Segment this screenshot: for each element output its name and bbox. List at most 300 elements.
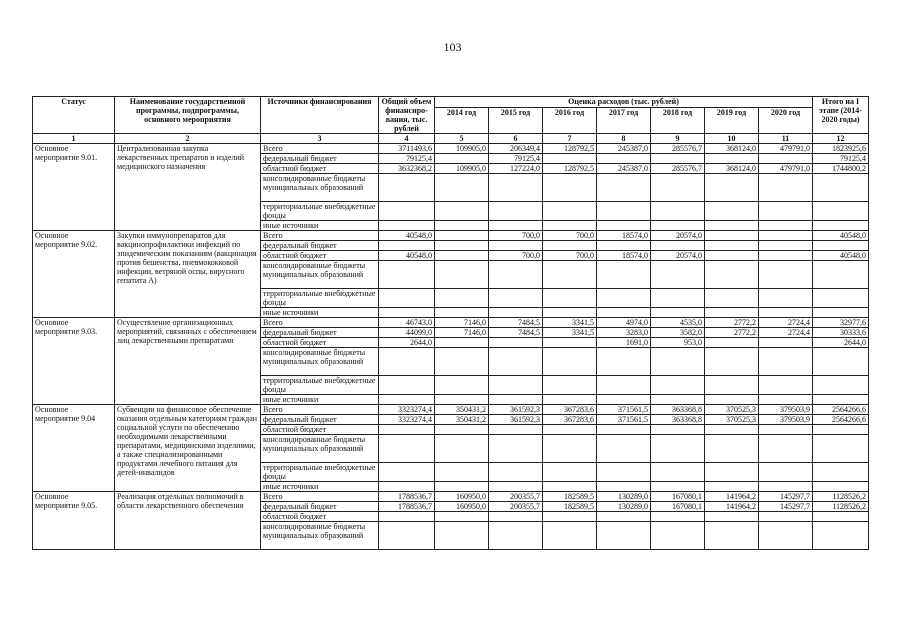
- funding-source: Всего: [261, 318, 379, 328]
- amount-cell: 160950,0: [435, 502, 489, 512]
- header-stage-total: Итого на I этапе (2014-2020 годы): [813, 97, 869, 134]
- funding-source: федеральный бюджет: [261, 502, 379, 512]
- amount-cell: [543, 425, 597, 435]
- amount-cell: [489, 395, 543, 405]
- amount-cell: [543, 522, 597, 550]
- amount-cell: [379, 174, 435, 202]
- amount-cell: [705, 348, 759, 376]
- amount-cell: 3283,0: [597, 328, 651, 338]
- amount-cell: [651, 512, 705, 522]
- amount-cell: [543, 463, 597, 482]
- amount-cell: 1788536,7: [379, 502, 435, 512]
- amount-cell: 182589,5: [543, 502, 597, 512]
- amount-cell: [705, 376, 759, 395]
- header-name: Наименование государственной программы, подпрограммы, основного мероприятия: [115, 97, 261, 134]
- amount-cell: 44099,0: [379, 328, 435, 338]
- funding-source: Всего: [261, 144, 379, 154]
- amount-cell: 2724,4: [759, 318, 813, 328]
- funding-source: консолидированные бюджеты муниципальных образований: [261, 435, 379, 463]
- amount-cell: 40548,0: [379, 251, 435, 261]
- funding-source: территориальные внебюджетные фонды: [261, 202, 379, 221]
- funding-source: федеральный бюджет: [261, 328, 379, 338]
- amount-cell: 368124,0: [705, 164, 759, 174]
- funding-source: консолидированные бюджеты муниципальных образований: [261, 261, 379, 289]
- amount-cell: 245387,0: [597, 144, 651, 154]
- col-number: 9: [651, 134, 705, 144]
- amount-cell: 3582,0: [651, 328, 705, 338]
- amount-cell: [813, 174, 869, 202]
- amount-cell: [705, 395, 759, 405]
- amount-cell: [543, 435, 597, 463]
- amount-cell: 7484,5: [489, 318, 543, 328]
- amount-cell: [379, 395, 435, 405]
- amount-cell: [759, 308, 813, 318]
- amount-cell: 79125,4: [379, 154, 435, 164]
- amount-cell: [489, 202, 543, 221]
- funding-source: Всего: [261, 405, 379, 415]
- amount-cell: [489, 376, 543, 395]
- amount-cell: 145297,7: [759, 492, 813, 502]
- col-number: 5: [435, 134, 489, 144]
- header-status: Статус: [33, 97, 115, 134]
- amount-cell: [435, 202, 489, 221]
- funding-source: иные источники: [261, 482, 379, 492]
- amount-cell: [813, 202, 869, 221]
- header-year: 2015 год: [489, 108, 543, 134]
- amount-cell: 370525,3: [705, 405, 759, 415]
- header-year: 2014 год: [435, 108, 489, 134]
- amount-cell: [489, 463, 543, 482]
- amount-cell: [651, 376, 705, 395]
- amount-cell: [489, 512, 543, 522]
- amount-cell: 160950,0: [435, 492, 489, 502]
- amount-cell: [705, 241, 759, 251]
- measure-name: Реализация отдельных полномочий в области лекарственного обеспечения: [115, 492, 261, 550]
- amount-cell: [379, 512, 435, 522]
- col-number: 11: [759, 134, 813, 144]
- amount-cell: [759, 231, 813, 241]
- amount-cell: [705, 435, 759, 463]
- amount-cell: [435, 231, 489, 241]
- amount-cell: [597, 174, 651, 202]
- amount-cell: [651, 308, 705, 318]
- amount-cell: 371561,5: [597, 415, 651, 425]
- amount-cell: [435, 435, 489, 463]
- amount-cell: 1744800,2: [813, 164, 869, 174]
- amount-cell: 40548,0: [379, 231, 435, 241]
- amount-cell: [813, 289, 869, 308]
- amount-cell: [759, 512, 813, 522]
- amount-cell: [379, 522, 435, 550]
- amount-cell: [379, 221, 435, 231]
- funding-source: областной бюджет: [261, 338, 379, 348]
- header-year: 2016 год: [543, 108, 597, 134]
- col-number: 4: [379, 134, 435, 144]
- amount-cell: [543, 202, 597, 221]
- amount-cell: 79125,4: [813, 154, 869, 164]
- amount-cell: [435, 241, 489, 251]
- amount-cell: 109905,0: [435, 164, 489, 174]
- amount-cell: [489, 241, 543, 251]
- amount-cell: [489, 482, 543, 492]
- header-year: 2020 год: [759, 108, 813, 134]
- funding-source: областной бюджет: [261, 425, 379, 435]
- amount-cell: [435, 154, 489, 164]
- amount-cell: 2772,2: [705, 318, 759, 328]
- amount-cell: 20574,0: [651, 251, 705, 261]
- amount-cell: 700,0: [489, 251, 543, 261]
- amount-cell: 7146,0: [435, 328, 489, 338]
- amount-cell: [435, 522, 489, 550]
- amount-cell: 700,0: [543, 251, 597, 261]
- col-number: 6: [489, 134, 543, 144]
- amount-cell: [597, 202, 651, 221]
- amount-cell: [759, 251, 813, 261]
- amount-cell: [759, 425, 813, 435]
- amount-cell: [435, 251, 489, 261]
- amount-cell: 79125,4: [489, 154, 543, 164]
- amount-cell: 285576,7: [651, 144, 705, 154]
- amount-cell: 20574,0: [651, 231, 705, 241]
- amount-cell: [489, 174, 543, 202]
- amount-cell: [379, 308, 435, 318]
- funding-source: консолидированные бюджеты муниципальных образований: [261, 174, 379, 202]
- amount-cell: 361592,3: [489, 415, 543, 425]
- amount-cell: 141964,2: [705, 502, 759, 512]
- amount-cell: 3341,5: [543, 318, 597, 328]
- amount-cell: 4974,0: [597, 318, 651, 328]
- amount-cell: 18574,0: [597, 231, 651, 241]
- amount-cell: [597, 154, 651, 164]
- amount-cell: [705, 512, 759, 522]
- amount-cell: 40548,0: [813, 231, 869, 241]
- amount-cell: [435, 174, 489, 202]
- amount-cell: [813, 435, 869, 463]
- amount-cell: [435, 221, 489, 231]
- funding-source: областной бюджет: [261, 251, 379, 261]
- col-number: 3: [261, 134, 379, 144]
- col-number: 10: [705, 134, 759, 144]
- amount-cell: [597, 425, 651, 435]
- funding-source: областной бюджет: [261, 164, 379, 174]
- amount-cell: [759, 174, 813, 202]
- amount-cell: 367283,6: [543, 415, 597, 425]
- amount-cell: [651, 261, 705, 289]
- amount-cell: [813, 463, 869, 482]
- amount-cell: 371561,5: [597, 405, 651, 415]
- amount-cell: [813, 395, 869, 405]
- amount-cell: [597, 376, 651, 395]
- amount-cell: [813, 522, 869, 550]
- amount-cell: [813, 482, 869, 492]
- amount-cell: [379, 425, 435, 435]
- amount-cell: 2772,2: [705, 328, 759, 338]
- amount-cell: 2564266,6: [813, 415, 869, 425]
- amount-cell: [759, 482, 813, 492]
- amount-cell: 368124,0: [705, 144, 759, 154]
- amount-cell: [651, 154, 705, 164]
- amount-cell: 200355,7: [489, 492, 543, 502]
- amount-cell: 7484,5: [489, 328, 543, 338]
- funding-source: иные источники: [261, 395, 379, 405]
- amount-cell: 479791,0: [759, 144, 813, 154]
- amount-cell: [759, 338, 813, 348]
- amount-cell: 200355,7: [489, 502, 543, 512]
- amount-cell: [489, 308, 543, 318]
- amount-cell: 2644,0: [813, 338, 869, 348]
- amount-cell: [435, 482, 489, 492]
- amount-cell: [543, 512, 597, 522]
- amount-cell: [759, 289, 813, 308]
- amount-cell: [379, 482, 435, 492]
- funding-source: Всего: [261, 231, 379, 241]
- amount-cell: [435, 376, 489, 395]
- amount-cell: 3711493,6: [379, 144, 435, 154]
- header-estimate: Оценка расходов (тыс. рублей): [435, 97, 813, 108]
- header-year: 2019 год: [705, 108, 759, 134]
- funding-source: Всего: [261, 492, 379, 502]
- measure-name: Закупки иммунопрепаратов для вакцинопрофилактики инфекций по эпидемическим показаниям (вакцинация против бешенства, пневмококковой инфекции, ветряной оспы, вирусного гепатита А): [115, 231, 261, 318]
- amount-cell: 40548,0: [813, 251, 869, 261]
- amount-cell: [759, 463, 813, 482]
- amount-cell: [705, 425, 759, 435]
- amount-cell: 3323274,4: [379, 405, 435, 415]
- amount-cell: [435, 308, 489, 318]
- amount-cell: [489, 348, 543, 376]
- header-sources: Источники финансирования: [261, 97, 379, 134]
- amount-cell: [597, 395, 651, 405]
- page-number: 103: [443, 40, 462, 54]
- amount-cell: [489, 522, 543, 550]
- amount-cell: [705, 289, 759, 308]
- amount-cell: [379, 348, 435, 376]
- amount-cell: [435, 261, 489, 289]
- amount-cell: 46743,0: [379, 318, 435, 328]
- amount-cell: [705, 202, 759, 221]
- amount-cell: 285576,7: [651, 164, 705, 174]
- header-year: 2017 год: [597, 108, 651, 134]
- amount-cell: 1788536,7: [379, 492, 435, 502]
- amount-cell: 2564266,6: [813, 405, 869, 415]
- amount-cell: [543, 154, 597, 164]
- amount-cell: 953,0: [651, 338, 705, 348]
- measure-name: Централизованная закупка лекарственных препаратов и изделий медицинского назначения: [115, 144, 261, 231]
- amount-cell: [759, 348, 813, 376]
- amount-cell: [813, 348, 869, 376]
- amount-cell: 379503,9: [759, 405, 813, 415]
- amount-cell: [759, 154, 813, 164]
- amount-cell: [435, 463, 489, 482]
- amount-cell: [813, 241, 869, 251]
- table-row: [33, 318, 869, 328]
- funding-source: консолидированные бюджеты муниципальных образований: [261, 348, 379, 376]
- amount-cell: [705, 261, 759, 289]
- amount-cell: [813, 425, 869, 435]
- amount-cell: [651, 348, 705, 376]
- amount-cell: [759, 261, 813, 289]
- amount-cell: 379503,9: [759, 415, 813, 425]
- funding-source: иные источники: [261, 221, 379, 231]
- amount-cell: [489, 221, 543, 231]
- amount-cell: [379, 241, 435, 251]
- funding-source: иные источники: [261, 308, 379, 318]
- amount-cell: [705, 482, 759, 492]
- amount-cell: [597, 522, 651, 550]
- amount-cell: 130289,0: [597, 492, 651, 502]
- amount-cell: 1691,0: [597, 338, 651, 348]
- amount-cell: [651, 241, 705, 251]
- amount-cell: [759, 376, 813, 395]
- amount-cell: 128792,5: [543, 164, 597, 174]
- amount-cell: [759, 221, 813, 231]
- amount-cell: 167080,1: [651, 502, 705, 512]
- header-total: Общий объем финансиро-вания, тыс. рублей: [379, 97, 435, 134]
- amount-cell: [597, 435, 651, 463]
- amount-cell: [435, 395, 489, 405]
- amount-cell: [813, 376, 869, 395]
- amount-cell: 3323274,4: [379, 415, 435, 425]
- table-body: [33, 144, 869, 550]
- col-number: 2: [115, 134, 261, 144]
- amount-cell: [705, 221, 759, 231]
- funding-source: областной бюджет: [261, 512, 379, 522]
- amount-cell: 141964,2: [705, 492, 759, 502]
- amount-cell: [379, 435, 435, 463]
- measure-name: Субвенции на финансовое обеспечение оказания отдельным категориям граждан социальной услуги по обеспечению необходимыми лекарственными препаратами, медицинскими изделиями, а также специализированными продуктами лечебного питания для детей-инвалидов: [115, 405, 261, 492]
- amount-cell: 130289,0: [597, 502, 651, 512]
- funding-source: территориальные внебюджетные фонды: [261, 289, 379, 308]
- amount-cell: [651, 425, 705, 435]
- amount-cell: 2644,0: [379, 338, 435, 348]
- amount-cell: [813, 308, 869, 318]
- amount-cell: 361592,3: [489, 405, 543, 415]
- amount-cell: 18574,0: [597, 251, 651, 261]
- amount-cell: [705, 308, 759, 318]
- amount-cell: [543, 174, 597, 202]
- amount-cell: [379, 289, 435, 308]
- amount-cell: 182589,5: [543, 492, 597, 502]
- amount-cell: [705, 154, 759, 164]
- amount-cell: [651, 221, 705, 231]
- amount-cell: [813, 512, 869, 522]
- amount-cell: [651, 289, 705, 308]
- amount-cell: [651, 395, 705, 405]
- amount-cell: 1128526,2: [813, 502, 869, 512]
- amount-cell: [543, 308, 597, 318]
- col-number: 12: [813, 134, 869, 144]
- measure-name: Осуществление организационных мероприятий, связанных с обеспечением лиц лекарственными препаратами: [115, 318, 261, 405]
- funding-source: федеральный бюджет: [261, 415, 379, 425]
- amount-cell: [489, 289, 543, 308]
- amount-cell: [597, 482, 651, 492]
- amount-cell: 367283,6: [543, 405, 597, 415]
- measure-status: Основное мероприятие 9.01.: [33, 144, 115, 231]
- amount-cell: [435, 289, 489, 308]
- funding-source: федеральный бюджет: [261, 241, 379, 251]
- amount-cell: [489, 425, 543, 435]
- amount-cell: [597, 348, 651, 376]
- col-number: 7: [543, 134, 597, 144]
- amount-cell: 245387,0: [597, 164, 651, 174]
- measure-status: Основное мероприятие 9.02.: [33, 231, 115, 318]
- col-number: 1: [33, 134, 115, 144]
- amount-cell: [651, 522, 705, 550]
- amount-cell: 363368,8: [651, 415, 705, 425]
- amount-cell: 167080,1: [651, 492, 705, 502]
- amount-cell: [543, 261, 597, 289]
- amount-cell: 700,0: [489, 231, 543, 241]
- amount-cell: [705, 463, 759, 482]
- amount-cell: 2724,4: [759, 328, 813, 338]
- amount-cell: [543, 395, 597, 405]
- funding-source: территориальные внебюджетные фонды: [261, 463, 379, 482]
- measure-status: Основное мероприятие 9.04: [33, 405, 115, 492]
- amount-cell: 206349,4: [489, 144, 543, 154]
- amount-cell: [543, 338, 597, 348]
- amount-cell: 1823925,6: [813, 144, 869, 154]
- amount-cell: [543, 482, 597, 492]
- amount-cell: [705, 231, 759, 241]
- amount-cell: [651, 174, 705, 202]
- amount-cell: 350431,2: [435, 415, 489, 425]
- amount-cell: [705, 522, 759, 550]
- amount-cell: [435, 338, 489, 348]
- amount-cell: 1128526,2: [813, 492, 869, 502]
- amount-cell: 3632368,2: [379, 164, 435, 174]
- amount-cell: 363368,8: [651, 405, 705, 415]
- amount-cell: [759, 522, 813, 550]
- amount-cell: [435, 348, 489, 376]
- amount-cell: [597, 289, 651, 308]
- amount-cell: [597, 241, 651, 251]
- amount-cell: [651, 435, 705, 463]
- amount-cell: 127224,0: [489, 164, 543, 174]
- amount-cell: 3341,5: [543, 328, 597, 338]
- amount-cell: 145297,7: [759, 502, 813, 512]
- header-year: 2018 год: [651, 108, 705, 134]
- amount-cell: [759, 395, 813, 405]
- amount-cell: 32977,6: [813, 318, 869, 328]
- budget-table: [32, 96, 869, 550]
- amount-cell: [379, 463, 435, 482]
- amount-cell: 7146,0: [435, 318, 489, 328]
- amount-cell: [543, 241, 597, 251]
- amount-cell: [651, 202, 705, 221]
- amount-cell: [435, 425, 489, 435]
- table-row: [33, 405, 869, 415]
- amount-cell: [543, 221, 597, 231]
- amount-cell: 700,0: [543, 231, 597, 241]
- funding-source: территориальные внебюджетные фонды: [261, 376, 379, 395]
- amount-cell: [651, 482, 705, 492]
- amount-cell: [543, 289, 597, 308]
- amount-cell: [597, 512, 651, 522]
- amount-cell: [651, 463, 705, 482]
- measure-status: Основное мероприятие 9.03.: [33, 318, 115, 405]
- amount-cell: [813, 221, 869, 231]
- amount-cell: [705, 251, 759, 261]
- amount-cell: [597, 308, 651, 318]
- amount-cell: [379, 376, 435, 395]
- amount-cell: [759, 202, 813, 221]
- amount-cell: [489, 261, 543, 289]
- amount-cell: [489, 338, 543, 348]
- amount-cell: 4535,0: [651, 318, 705, 328]
- amount-cell: [597, 261, 651, 289]
- measure-status: Основное мероприятие 9.05.: [33, 492, 115, 550]
- amount-cell: 128792,5: [543, 144, 597, 154]
- amount-cell: [543, 348, 597, 376]
